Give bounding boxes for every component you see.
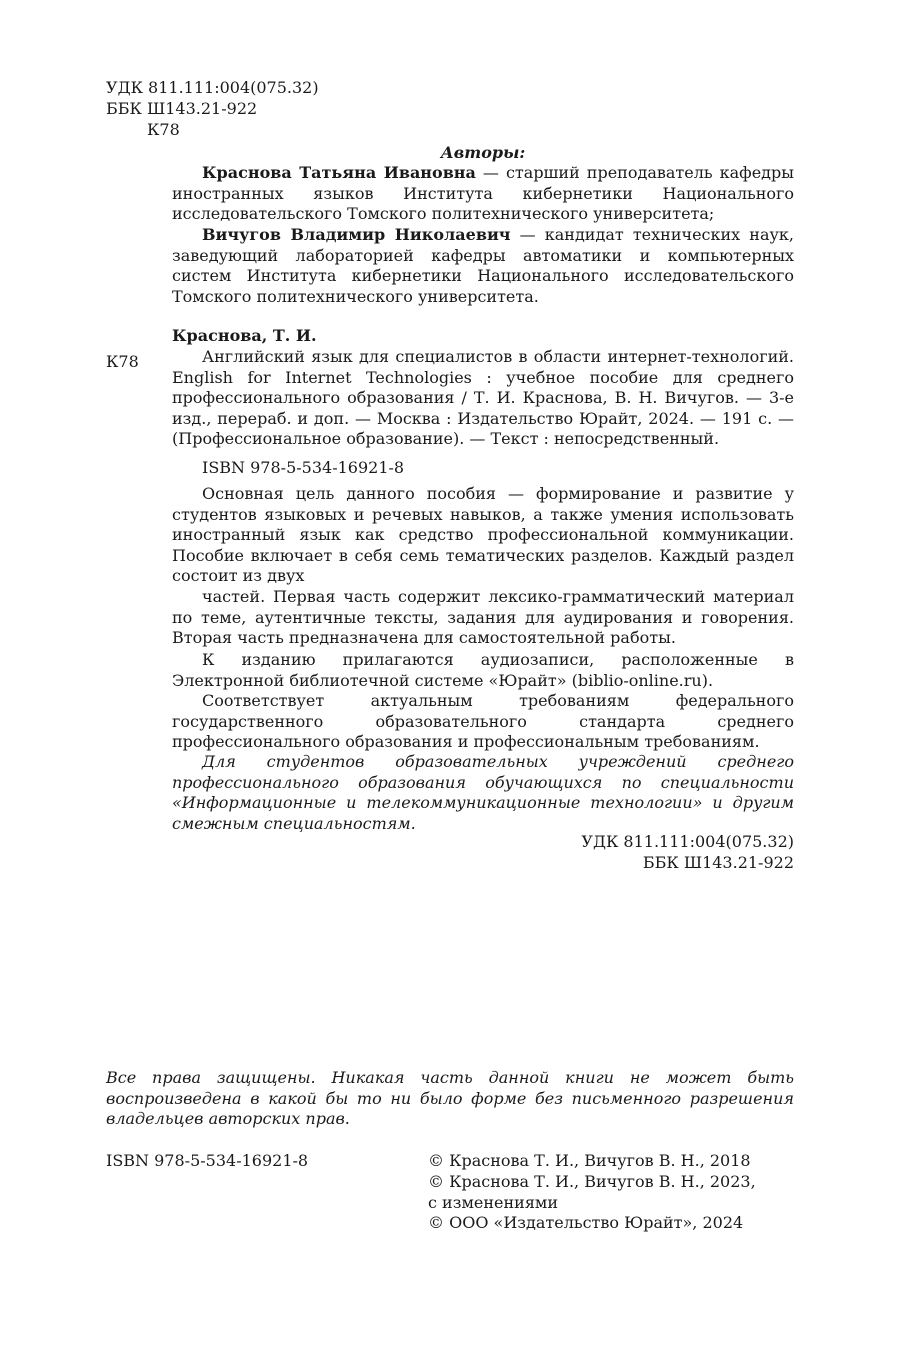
author-1-name: Краснова Татьяна Ивановна [202, 163, 476, 182]
record-description: Английский язык для специалистов в области интернет-технологий. English for Internet Technologies : учебное пособие для среднего профессионального образования / Т. И. Краснова, В. Н. Вичугов. — 3-е изд., перераб. и доп. — Москва : Издательство Юрайт, 2024. — 191 с. — (Профессиональное образование). — Текст : непосредственный. [172, 347, 794, 448]
abstract-p1b: частей. Первая часть содержит лексико-грамматический материал по теме, аутентичные тексты, задания для аудирования и говорения. Вторая часть предназначена для самостоятельной работы. [172, 587, 794, 647]
rights-notice: Все права защищены. Никакая часть данной книги не может быть воспроизведена в какой бы то ни было форме без письменного разрешения владельцев авторских прав. [106, 1068, 794, 1128]
abstract-p1a: Основная цель данного пособия — формирование и развитие у студентов языковых и речевых навыков, а также умения использовать иностранный язык как средство профессиональной коммуникации. Пособие включает в себя семь тематических разделов. Каждый раздел состоит из двух [172, 484, 794, 585]
record-main-author: Краснова, Т. И. [172, 326, 317, 345]
header-bbk: ББК Ш143.21-922 [106, 99, 258, 118]
copyright-2: © Краснова Т. И., Вичугов В. Н., 2023, [428, 1172, 756, 1191]
author-2-name: Вичугов Владимир Николаевич [202, 225, 511, 244]
copyright-3: © ООО «Издательство Юрайт», 2024 [428, 1213, 744, 1232]
abstract-p3: Соответствует актуальным требованиям федерального государственного образовательного стандарта среднего профессионального образования и профессиональным требованиям. [172, 691, 794, 751]
header-udk: УДК 811.111:004(075.32) [106, 78, 319, 97]
author-1-desc: — старший преподаватель кафедры иностранных языков Института кибернетики Национального исследовательского Томского политехнического университета; [172, 163, 794, 223]
copyright-1: © Краснова Т. И., Вичугов В. Н., 2018 [428, 1151, 751, 1170]
abstract-p4: Для студентов образовательных учреждений среднего профессионального образования обучающихся по специальности «Информационные и телекоммуникационные технологии» и другим смежным специальностям. [172, 752, 794, 833]
record-code: К78 [106, 352, 139, 371]
author-1 [172, 163, 794, 225]
copyright-2-cont: с изменениями [428, 1193, 559, 1212]
classification-udk: УДК 811.111:004(075.32) [581, 832, 794, 851]
author-2 [172, 225, 794, 307]
record-isbn: ISBN 978-5-534-16921-8 [202, 458, 405, 477]
author-2-desc: — кандидат технических наук, заведующий лабораторией кафедры автоматики и компьютерных систем Института кибернетики Национального исследовательского Томского политехнического университета. [172, 225, 795, 306]
authors-heading: Авторы: [440, 143, 526, 162]
classification-bbk: ББК Ш143.21-922 [642, 853, 794, 872]
footer-isbn: ISBN 978-5-534-16921-8 [106, 1151, 309, 1170]
abstract-p2: К изданию прилагаются аудиозаписи, расположенные в Электронной библиотечной системе «Юрайт» (biblio-online.ru). [172, 650, 794, 690]
header-code: К78 [147, 120, 180, 139]
